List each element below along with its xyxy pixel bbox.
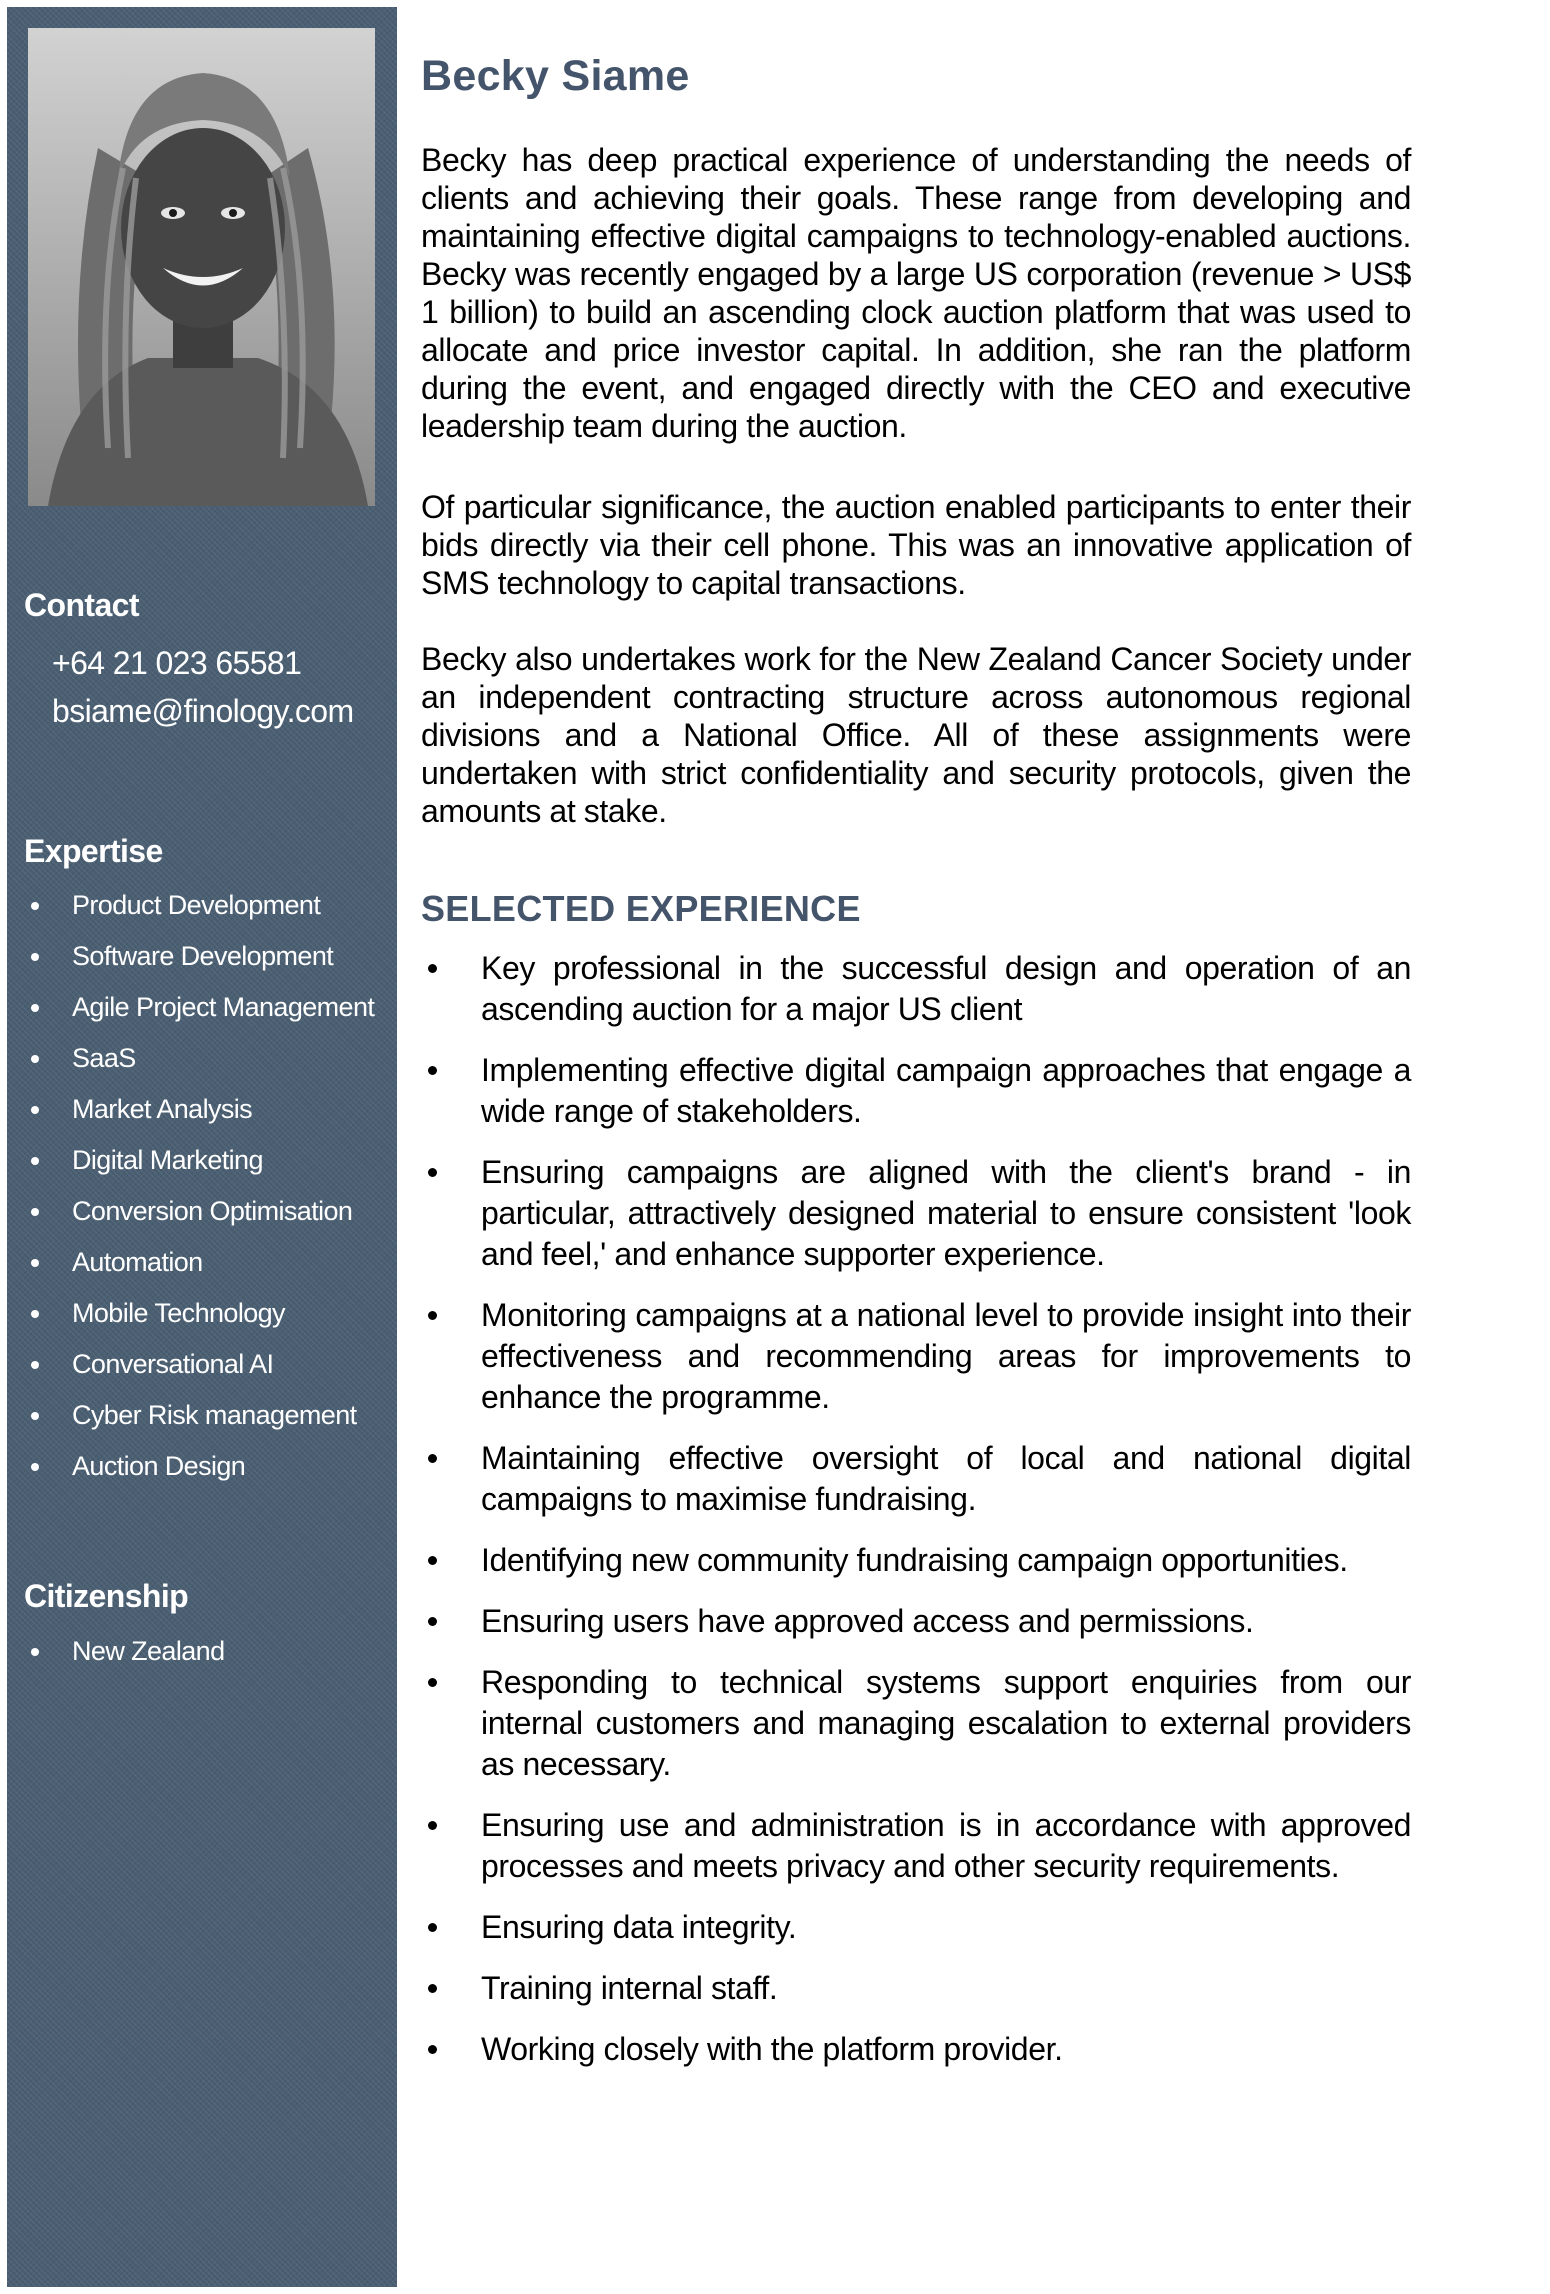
summary-paragraph: Becky also undertakes work for the New Zealand Cancer Society under an independent contracting structure across autonomous regional divisions and a National Office. All of these assignments were undertaken with strict confidentiality and security protocols, given the amounts at stake. — [421, 641, 1411, 829]
contact-heading: Contact — [24, 587, 139, 623]
bullet-icon — [428, 1821, 437, 1830]
list-item: Ensuring data integrity. — [421, 1907, 1411, 1948]
list-item: Identifying new community fundraising campaign opportunities. — [421, 1540, 1411, 1581]
list-item: Agile Project Management — [24, 990, 374, 1041]
bullet-icon — [428, 1066, 437, 1075]
citizenship-list — [24, 1634, 225, 1685]
experience-heading: SELECTED EXPERIENCE — [421, 888, 861, 929]
list-item: Cyber Risk management — [24, 1398, 374, 1449]
list-item: Digital Marketing — [24, 1143, 374, 1194]
list-item: Monitoring campaigns at a national level to provide insight into their effectiveness and recommending areas for improvements to enhance the programme. — [421, 1295, 1411, 1418]
list-item: Mobile Technology — [24, 1296, 374, 1347]
list-item: Ensuring campaigns are aligned with the client's brand - in particular, attractively designed material to ensure consistent 'look and feel,' and enhance supporter experience. — [421, 1152, 1411, 1275]
bullet-icon — [31, 1259, 39, 1267]
bullet-icon — [31, 1463, 39, 1471]
citizenship-heading: Citizenship — [24, 1578, 189, 1614]
contact-phone[interactable]: +64 21 023 65581 — [52, 645, 302, 681]
list-item: Software Development — [24, 939, 374, 990]
contact-email[interactable]: bsiame@finology.com — [52, 693, 354, 729]
bullet-icon — [31, 1208, 39, 1216]
bullet-icon — [428, 1454, 437, 1463]
bullet-icon — [428, 1678, 437, 1687]
list-item: Ensuring use and administration is in accordance with approved processes and meets privacy and other security requirements. — [421, 1805, 1411, 1887]
bullet-icon — [31, 902, 39, 910]
expertise-heading: Expertise — [24, 833, 163, 869]
list-item: SaaS — [24, 1041, 374, 1092]
bullet-icon — [31, 1055, 39, 1063]
list-item: Product Development — [24, 888, 374, 939]
expertise-list — [24, 888, 374, 1500]
bullet-icon — [428, 1311, 437, 1320]
list-item: Conversational AI — [24, 1347, 374, 1398]
bullet-icon — [31, 1361, 39, 1369]
list-item: Auction Design — [24, 1449, 374, 1500]
list-item: Implementing effective digital campaign approaches that engage a wide range of stakeholders. — [421, 1050, 1411, 1132]
sidebar — [7, 7, 397, 2287]
summary-paragraph: Of particular significance, the auction enabled participants to enter their bids directly via their cell phone. This was an innovative application of SMS technology to capital transactions. — [421, 489, 1411, 601]
list-item: Conversion Optimisation — [24, 1194, 374, 1245]
bullet-icon — [428, 1556, 437, 1565]
bullet-icon — [428, 964, 437, 973]
list-item: Training internal staff. — [421, 1968, 1411, 2009]
bullet-icon — [428, 1984, 437, 1993]
list-item: New Zealand — [24, 1634, 225, 1685]
bullet-icon — [31, 1412, 39, 1420]
list-item: Working closely with the platform provider. — [421, 2029, 1411, 2070]
bullet-icon — [31, 953, 39, 961]
list-item: Maintaining effective oversight of local and national digital campaigns to maximise fundraising. — [421, 1438, 1411, 1520]
experience-list — [421, 948, 1411, 2090]
list-item: Automation — [24, 1245, 374, 1296]
list-item: Market Analysis — [24, 1092, 374, 1143]
bullet-icon — [31, 1157, 39, 1165]
page-title: Becky Siame — [421, 52, 690, 100]
list-item: Key professional in the successful design and operation of an ascending auction for a major US client — [421, 948, 1411, 1030]
list-item: Responding to technical systems support enquiries from our internal customers and managing escalation to external providers as necessary. — [421, 1662, 1411, 1785]
bullet-icon — [428, 1168, 437, 1177]
bullet-icon — [31, 1004, 39, 1012]
profile-photo — [28, 28, 375, 506]
bullet-icon — [428, 1923, 437, 1932]
bullet-icon — [428, 1617, 437, 1626]
portrait-illustration — [28, 28, 375, 506]
bullet-icon — [428, 2045, 437, 2054]
bullet-icon — [31, 1648, 39, 1656]
list-item: Ensuring users have approved access and permissions. — [421, 1601, 1411, 1642]
bullet-icon — [31, 1310, 39, 1318]
bullet-icon — [31, 1106, 39, 1114]
summary-paragraph: Becky has deep practical experience of understanding the needs of clients and achieving their goals. These range from developing and maintaining effective digital campaigns to technology-enabled auctions. Becky was recently engaged by a large US corporation (revenue > US$ 1 billion) to build an ascending clock auction platform that was used to allocate and price investor capital. In addition, she ran the platform during the event, and engaged directly with the CEO and executive leadership team during the auction. — [421, 142, 1411, 444]
